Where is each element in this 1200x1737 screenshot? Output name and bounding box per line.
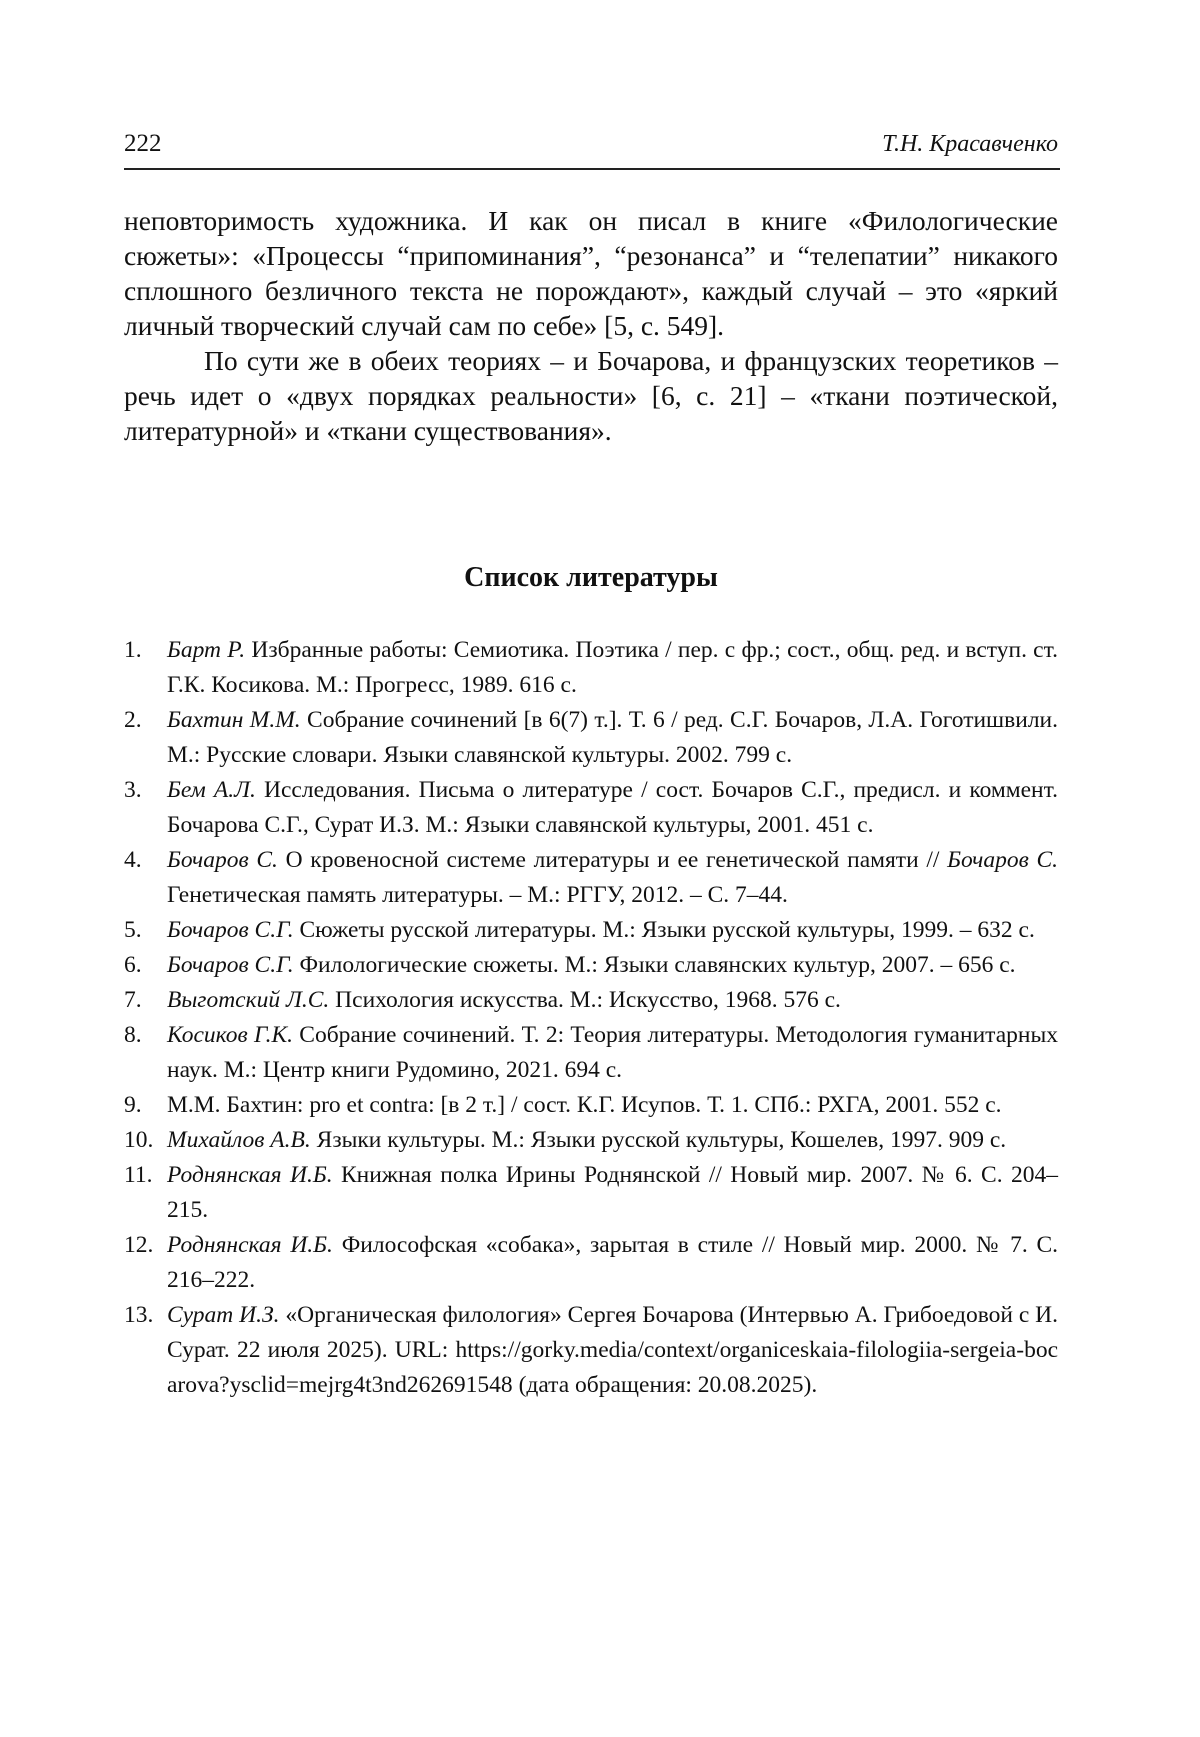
reference-text: М.М. Бахтин: pro et contra: [в 2 т.] / сост. К.Г. Исупов. Т. 1. СПб.: РХГА, 2001. 552 с.	[167, 1092, 1002, 1118]
reference-text: Сюжеты русской литературы. М.: Языки русской культуры, 1999. – 632 с.	[299, 917, 1035, 943]
reference-item	[124, 1123, 1058, 1158]
reference-author: Бахтин М.М.	[167, 707, 301, 733]
reference-text-2: Генетическая память литературы. – М.: РГГУ, 2012. – С. 7–44.	[167, 882, 788, 908]
reference-text: Собрание сочинений. Т. 2: Теория литературы. Методология гуманитарных наук. М.: Центр книги Рудомино, 2021. 694 с.	[167, 1022, 1058, 1083]
reference-number: 1.	[124, 637, 142, 663]
reference-text: Филологические сюжеты. М.: Языки славянских культур, 2007. – 656 с.	[299, 952, 1016, 978]
reference-author: Барт Р.	[167, 637, 246, 663]
reference-item	[124, 1228, 1058, 1298]
reference-author: Сурат И.З.	[167, 1302, 280, 1328]
reference-text-after: (дата обращения: 20.08.2025).	[518, 1372, 818, 1398]
reference-text: Исследования. Письма о литературе / сост. Бочаров С.Г., предисл. и коммент. Бочарова С.Г., Сурат И.З. М.: Языки славянской культуры, 2001. 451 с.	[167, 777, 1059, 838]
reference-number: 4.	[124, 847, 142, 873]
reference-item	[124, 983, 1058, 1018]
reference-item	[124, 843, 1058, 913]
reference-number: 11.	[124, 1162, 153, 1188]
reference-item	[124, 913, 1058, 948]
bibliography-list	[124, 633, 1058, 1403]
reference-number: 6.	[124, 952, 142, 978]
page-number: 222	[124, 130, 162, 157]
reference-author: Бочаров С.Г.	[167, 917, 294, 943]
reference-number: 5.	[124, 917, 142, 943]
reference-number: 3.	[124, 777, 142, 803]
reference-text: Книжная полка Ирины Роднянской // Новый мир. 2007. № 6. С. 204–215.	[167, 1162, 1058, 1223]
reference-text: «Органическая филология» Сергея Бочарова (Интервью А. Грибоедовой с И. Сурат. 22 июля 2025). URL:	[167, 1302, 1058, 1363]
reference-item	[124, 948, 1058, 983]
reference-text: О кровеносной системе литературы и ее генетической памяти //	[285, 847, 940, 873]
reference-number: 2.	[124, 707, 142, 733]
reference-author: Бем А.Л.	[167, 777, 256, 803]
reference-author: Бочаров С.Г.	[167, 952, 294, 978]
body-paragraph-1: неповторимость художника. И как он писал в книге «Филологические сюжеты»: «Процессы “припоминания”, “резонанса” и “телепатии” никакого сплошного безличного текста не порождают», каждый случай – это «яркий личный творческий случай сам по себе» [5, с. 549].	[124, 205, 1058, 341]
reference-item	[124, 1088, 1058, 1123]
reference-author-2: Бочаров С.	[947, 847, 1059, 873]
reference-number: 10.	[124, 1127, 154, 1153]
reference-number: 9.	[124, 1092, 142, 1118]
reference-text: Собрание сочинений [в 6(7) т.]. Т. 6 / ред. С.Г. Бочаров, Л.А. Гоготишвили. М.: Русские словари. Языки славянской культуры. 2002. 799 с.	[167, 707, 1058, 768]
body-paragraph-2: По сути же в обеих теориях – и Бочарова, и французских теоретиков – речь идет о «двух порядках реальности» [6, с. 21] – «ткани поэтической, литературной» и «ткани существования».	[124, 345, 1058, 446]
reference-item	[124, 773, 1058, 843]
reference-text: Психология искусства. М.: Искусство, 1968. 576 с.	[335, 987, 841, 1013]
reference-text: Философская «собака», зарытая в стиле // Новый мир. 2000. № 7. С. 216–222.	[167, 1232, 1059, 1293]
reference-author: Михайлов А.В.	[167, 1127, 311, 1153]
running-head-author: Т.Н. Красавченко	[882, 131, 1058, 157]
reference-url-link[interactable]: https://gorky.media/context/organiceskaia-filologiia-sergeia-bocarova?ysclid=mejrg4t3nd262691548	[167, 1337, 1058, 1398]
reference-number: 8.	[124, 1022, 142, 1048]
reference-number: 12.	[124, 1232, 154, 1258]
reference-author: Выготский Л.С.	[167, 987, 330, 1013]
reference-number: 13.	[124, 1302, 154, 1328]
reference-author: Роднянская И.Б.	[167, 1232, 333, 1258]
body-text	[124, 203, 1058, 448]
reference-item	[124, 1298, 1058, 1403]
reference-number: 7.	[124, 987, 142, 1013]
bibliography-title: Список литературы	[464, 562, 718, 593]
reference-author: Роднянская И.Б.	[167, 1162, 333, 1188]
reference-author: Бочаров С.	[167, 847, 278, 873]
reference-item	[124, 633, 1058, 703]
reference-item	[124, 1158, 1058, 1228]
reference-author: Косиков Г.К.	[167, 1022, 293, 1048]
reference-text: Языки культуры. М.: Языки русской культуры, Кошелев, 1997. 909 с.	[316, 1127, 1007, 1153]
page-header	[124, 126, 1060, 170]
reference-item	[124, 703, 1058, 773]
reference-text: Избранные работы: Семиотика. Поэтика / пер. с фр.; сост., общ. ред. и вступ. ст. Г.К. Косикова. М.: Прогресс, 1989. 616 с.	[167, 637, 1058, 698]
reference-item	[124, 1018, 1058, 1088]
